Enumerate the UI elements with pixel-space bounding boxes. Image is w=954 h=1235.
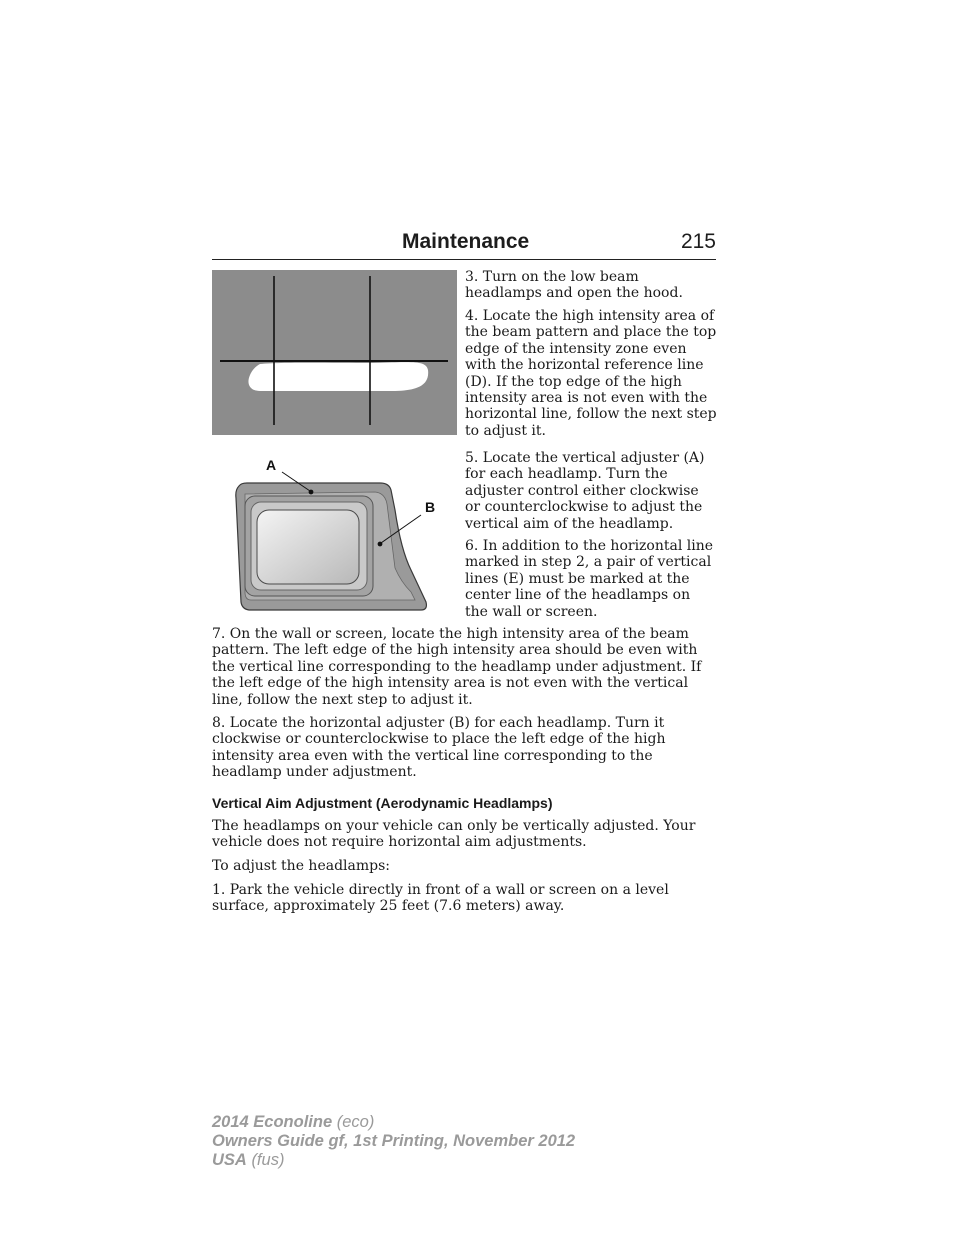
headlamp-adjuster-figure [225,450,445,620]
callout-label-a: A [266,457,277,473]
footer-line-model [212,1113,575,1132]
step-7-paragraph: 7. On the wall or screen, locate the high intensity area of the beam pattern. The left edge of the high intensity area should be even with the vertical line corresponding to the headlamp under adjustment. If the left edge of the high intensity area is not even with the vertical line, follow the next step to adjust it. [212,626,702,708]
page-number: 215 [680,230,716,253]
intro-paragraph: The headlamps on your vehicle can only be vertically adjusted. Your vehicle does not require horizontal aim adjustments. [212,818,696,851]
footer-region-code: (fus) [251,1151,285,1169]
step-1-paragraph: 1. Park the vehicle directly in front of a wall or screen on a level surface, approximately 25 feet (7.6 meters) away. [212,882,669,915]
section-title: Maintenance [402,230,530,253]
step-5-paragraph: 5. Locate the vertical adjuster (A) for each headlamp. Turn the adjuster control either clockwise or counterclockwise to adjust the vertical aim of the headlamp. [465,450,705,532]
wall-background [212,270,457,435]
page-header [212,229,716,260]
headlamp-lens [257,510,359,584]
to-adjust-paragraph: To adjust the headlamps: [212,858,391,874]
footer-region: USA [212,1151,247,1169]
step-6-paragraph: 6. In addition to the horizontal line marked in step 2, a pair of vertical lines (E) must be marked at the center line of the headlamps on the wall or screen. [465,538,714,620]
section-heading: Vertical Aim Adjustment (Aerodynamic Headlamps) [212,795,553,811]
step-4-paragraph: 4. Locate the high intensity area of the beam pattern and place the top edge of the intensity zone even with the horizontal reference line (D). If the top edge of the high intensity area is not even with the horizontal line, follow the next step to adjust it. [465,308,717,439]
high-intensity-area [248,362,428,391]
callout-label-b: B [425,499,436,515]
footer-line-region [212,1151,575,1170]
page-footer [212,1113,575,1170]
beam-pattern-figure [212,270,457,435]
footer-model-code: (eco) [336,1113,375,1131]
step-3-paragraph: 3. Turn on the low beam headlamps and open the hood. [465,269,683,302]
footer-model: 2014 Econoline [212,1113,333,1131]
step-8-paragraph: 8. Locate the horizontal adjuster (B) for each headlamp. Turn it clockwise or counterclockwise to place the left edge of the high intensity area even with the vertical line corresponding to the headlamp under adjustment. [212,715,666,781]
footer-guide: Owners Guide gf, 1st Printing, November 2012 [212,1132,576,1150]
